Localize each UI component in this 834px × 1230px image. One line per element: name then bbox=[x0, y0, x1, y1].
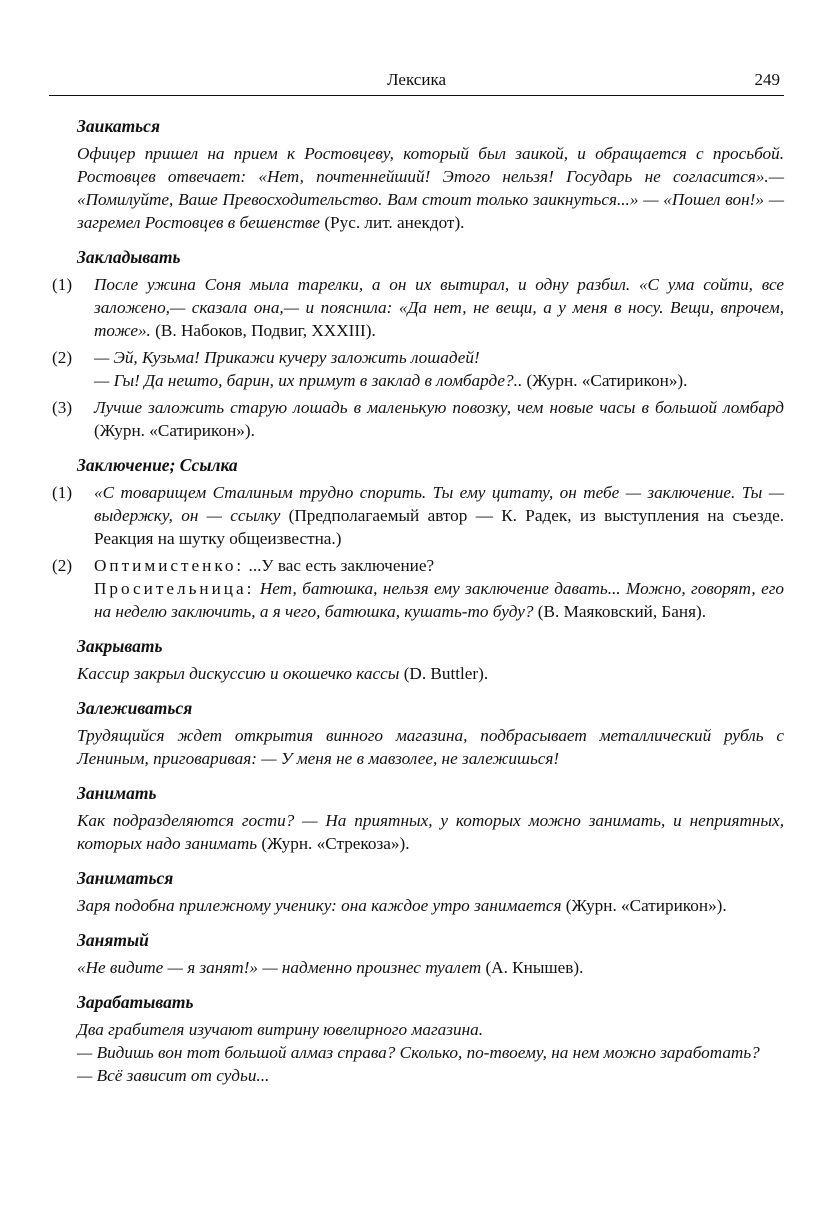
entry-zaklyuchenie bbox=[49, 453, 784, 623]
numbered-item bbox=[49, 554, 784, 623]
entry-text bbox=[77, 809, 784, 855]
entry-zanyatyi bbox=[49, 928, 784, 979]
header-rule bbox=[49, 95, 784, 96]
dialogue-line: — Эй, Кузьма! Прикажи кучеру заложить лошадей! bbox=[94, 348, 480, 367]
entry-text bbox=[77, 894, 784, 917]
quote-text: Офицер пришел на прием к Ростовцеву, который был заикой, и обращается с просьбой. Ростовцев отвечает: «Нет, почтеннейший! Этого нельзя! Государь не согласится».— «Помилуйте, Ваше Превосходительство. Вам стоит только заикнуться...» — «Пошел вон!» — загремел Ростовцев в бешенстве bbox=[77, 144, 784, 232]
dialogue-line bbox=[94, 554, 784, 577]
entry-headword: Заниматься bbox=[77, 868, 174, 888]
dialogue-line: — Видишь вон тот большой алмаз справа? Сколько, по-твоему, на нем можно заработать? bbox=[77, 1043, 760, 1062]
source-text: (Журн. «Сатирикон»). bbox=[522, 371, 688, 390]
quote-text: «С товарищем Сталиным трудно спорить. Ты ему цитату, он тебе — заключение. Ты — выдержку, он — ссылку bbox=[94, 483, 784, 525]
speech-text: Нет, батюшка, нельзя ему заключение давать... Можно, говорят, его на неделю заключить, а я чего, батюшка, кушать-то буду? bbox=[94, 579, 784, 621]
item-number: (1) bbox=[52, 483, 73, 502]
entry-zakladyvat bbox=[49, 245, 784, 442]
entry-zanimat bbox=[49, 781, 784, 855]
quote-text: После ужина Соня мыла тарелки, а он их вытирал, и одну разбил. «С ума сойти, все заложено,— сказала она,— и пояснила: «Да нет, не вещи, а у меня в носу. Вещи, впрочем, тоже». bbox=[94, 275, 784, 340]
item-number: (3) bbox=[52, 398, 73, 417]
source-text: (Предполагаемый автор — К. Радек, из выступления на съезде. Реакция на шутку общеизвестна.) bbox=[94, 506, 784, 548]
entry-headword: Занятый bbox=[77, 930, 149, 950]
entry-headword: Заикаться bbox=[77, 116, 160, 136]
entry-text bbox=[77, 142, 784, 234]
dialogue-line: Два грабителя изучают витрину ювелирного магазина. bbox=[77, 1020, 483, 1039]
source-text: (Журн. «Стрекоза»). bbox=[257, 834, 410, 853]
source-text: (А. Кнышев). bbox=[481, 958, 584, 977]
quote-text: «Не видите — я занят!» — надменно произнес туалет bbox=[77, 958, 482, 977]
speaker-name: Просительница: bbox=[94, 579, 255, 598]
speech-text: ...У вас есть заключение? bbox=[244, 556, 435, 575]
entry-zalezhivatsya bbox=[49, 696, 784, 770]
entry-zakryvat bbox=[49, 634, 784, 685]
entry-zarabatyvat bbox=[49, 990, 784, 1087]
dialogue-line bbox=[94, 577, 784, 623]
source-text: (D. Buttler). bbox=[399, 664, 489, 683]
numbered-item bbox=[49, 346, 784, 392]
page-content bbox=[49, 114, 784, 1098]
entry-text bbox=[77, 956, 784, 979]
entry-headword: Заключение; Ссылка bbox=[77, 455, 238, 475]
entry-headword: Зарабатывать bbox=[77, 992, 194, 1012]
quote-text: Трудящийся ждет открытия винного магазина, подбрасывает металлический рубль с Лениным, приговаривая: — У меня не в мавзолее, не залежишься! bbox=[77, 726, 784, 768]
entry-headword: Занимать bbox=[77, 783, 157, 803]
speaker-name: Оптимистенко: bbox=[94, 556, 245, 575]
entry-zanimatsya bbox=[49, 866, 784, 917]
numbered-item bbox=[49, 396, 784, 442]
entry-zaikatsya bbox=[49, 114, 784, 234]
page-number: 249 bbox=[754, 70, 780, 89]
quote-text: Как подразделяются гости? — На приятных, у которых можно занимать, и неприятных, которых надо занимать bbox=[77, 811, 784, 853]
item-number: (1) bbox=[52, 275, 73, 294]
running-header bbox=[49, 70, 784, 96]
item-number: (2) bbox=[52, 556, 73, 575]
quote-text: Кассир закрыл дискуссию и окошечко кассы bbox=[77, 664, 400, 683]
entry-text bbox=[77, 662, 784, 685]
quote-text: — Гы! Да нешто, барин, их примут в заклад в ломбарде?.. bbox=[94, 371, 523, 390]
source-text: (Журн. «Сатирикон»). bbox=[94, 421, 255, 440]
source-text: (В. Маяковский, Баня). bbox=[533, 602, 707, 621]
source-text: (В. Набоков, Подвиг, XXXIII). bbox=[150, 321, 376, 340]
numbered-item bbox=[49, 481, 784, 550]
dialogue-line: — Всё зависит от судьи... bbox=[77, 1066, 270, 1085]
entry-headword: Закладывать bbox=[77, 247, 181, 267]
quote-text: Заря подобна прилежному ученику: она каждое утро занимается bbox=[77, 896, 562, 915]
entry-text bbox=[77, 724, 784, 770]
numbered-item bbox=[49, 273, 784, 342]
entry-text bbox=[77, 1018, 784, 1087]
entry-headword: Закрывать bbox=[77, 636, 163, 656]
source-text: (Рус. лит. анекдот). bbox=[320, 213, 465, 232]
source-text: (Журн. «Сатирикон»). bbox=[561, 896, 727, 915]
entry-headword: Залеживаться bbox=[77, 698, 193, 718]
header-title: Лексика bbox=[387, 70, 446, 89]
quote-text: Лучше заложить старую лошадь в маленькую повозку, чем новые часы в большой ломбард bbox=[94, 398, 784, 417]
dialogue-line bbox=[94, 369, 784, 392]
item-number: (2) bbox=[52, 348, 73, 367]
